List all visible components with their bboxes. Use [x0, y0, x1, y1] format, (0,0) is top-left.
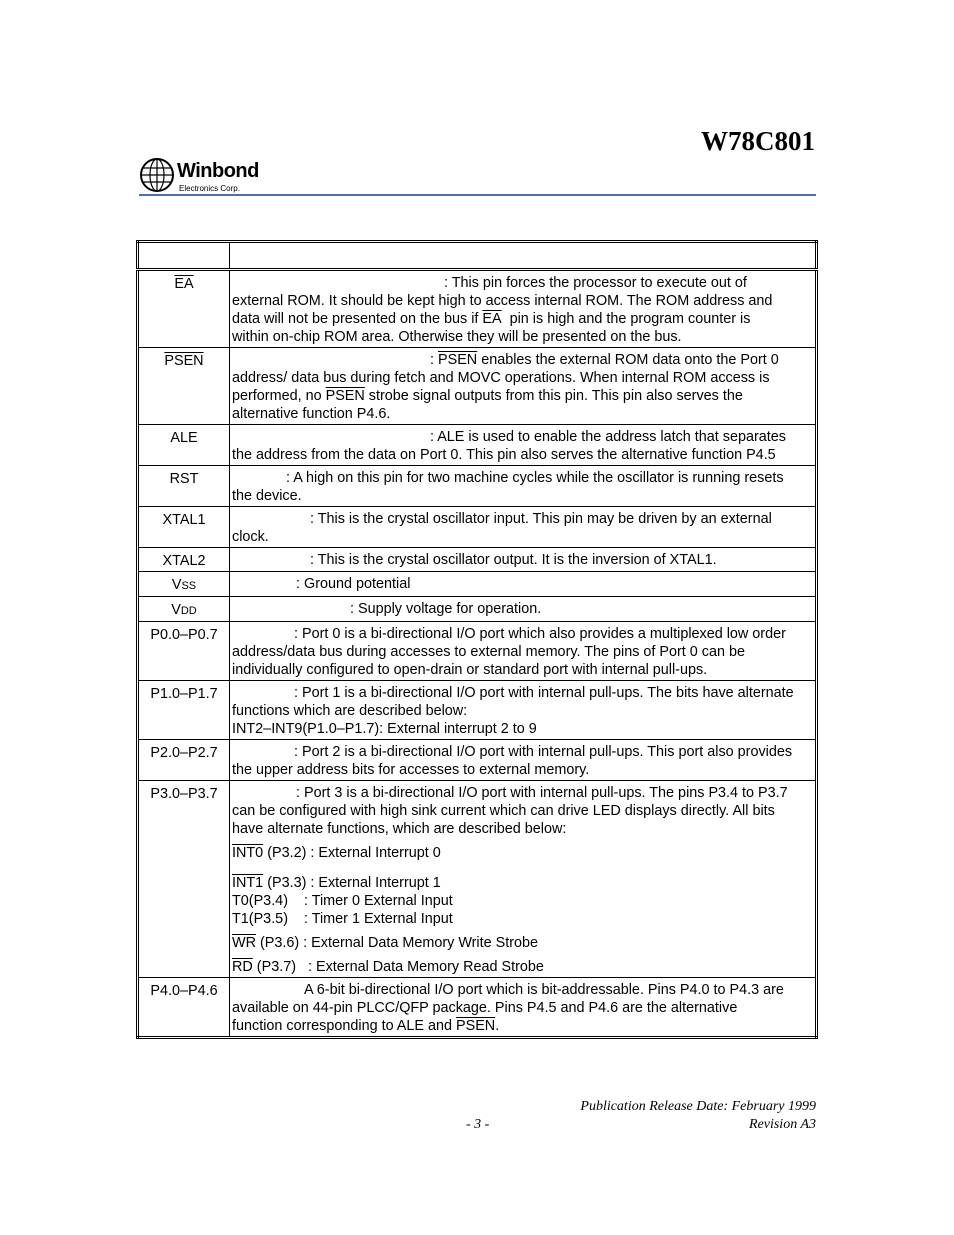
- pin-description: : This is the crystal oscillator input. This pin may be driven by an external clock.: [230, 507, 817, 548]
- table-row: [138, 548, 817, 572]
- pin-symbol: P2.0–P2.7: [138, 740, 230, 781]
- page-number: - 3 -: [466, 1117, 490, 1132]
- pin-description: : Port 2 is a bi-directional I/O port with internal pull-ups. This port also provides the upper address bits for accesses to external memory.: [230, 740, 817, 781]
- table-row: [138, 681, 817, 740]
- pin-description: : This pin forces the processor to execute out of external ROM. It should be kept high to access internal ROM. The ROM address and data will not be presented on the bus if $\overline{EA}$ pin is high and the program counter is within on-chip ROM area. Otherwise they will be presented on the bus.: [230, 270, 817, 348]
- logo-brand: Winbond: [177, 160, 259, 182]
- pin-symbol: P4.0–P4.6: [138, 978, 230, 1038]
- table-row: [138, 978, 817, 1038]
- table-row: [138, 740, 817, 781]
- header-cell-symbol: [138, 242, 230, 270]
- table-row: [138, 348, 817, 425]
- pin-symbol: XTAL2: [138, 548, 230, 572]
- publication-date: Publication Release Date: February 1999: [580, 1099, 816, 1114]
- header-rule: [139, 194, 816, 196]
- document-title: W78C801: [701, 126, 815, 156]
- table-row: [138, 425, 817, 466]
- table-row: [138, 572, 817, 597]
- pin-symbol: ALE: [138, 425, 230, 466]
- pin-symbol: XTAL1: [138, 507, 230, 548]
- pin-symbol: P1.0–P1.7: [138, 681, 230, 740]
- pin-symbol: VSS: [138, 572, 230, 597]
- revision: Revision A3: [748, 1117, 816, 1132]
- pin-symbol: P3.0–P3.7: [138, 781, 230, 978]
- globe-icon: [139, 157, 175, 193]
- company-logo: [139, 157, 269, 195]
- pin-description: : Port 1 is a bi-directional I/O port with internal pull-ups. The bits have alternate functions which are described below: INT2–INT9(P1.0–P1.7): External interrupt 2 to 9: [230, 681, 817, 740]
- table-row: [138, 622, 817, 681]
- table-row: [138, 466, 817, 507]
- pin-description: : Supply voltage for operation.: [230, 597, 817, 622]
- pin-description: : ALE is used to enable the address latch that separates the address from the data on Port 0. This pin also serves the alternative function P4.5: [230, 425, 817, 466]
- logo-subtitle: Electronics Corp.: [179, 184, 240, 193]
- pin-description: : A high on this pin for two machine cycles while the oscillator is running resets the device.: [230, 466, 817, 507]
- pin-symbol: VDD: [138, 597, 230, 622]
- table-header-row: [138, 242, 817, 270]
- pin-symbol: $\overline{EA}$: [138, 270, 230, 348]
- table-row: [138, 270, 817, 348]
- header-cell-description: [230, 242, 817, 270]
- table-row: [138, 597, 817, 622]
- table-row: [138, 507, 817, 548]
- pin-description: : PSEN enables the external ROM data onto the Port 0 address/ data bus during fetch and MOVC operations. When internal ROM access is performed, no PSEN strobe signal outputs from this pin. This pin also serves the alternative function P4.6.: [230, 348, 817, 425]
- pin-description: : Ground potential: [230, 572, 817, 597]
- table-row: [138, 781, 817, 978]
- pin-symbol: PSEN: [138, 348, 230, 425]
- pin-symbol: RST: [138, 466, 230, 507]
- pin-description: : Port 3 is a bi-directional I/O port with internal pull-ups. The pins P3.4 to P3.7 can be configured with high sink current which can drive LED displays directly. All bits have alternate functions, which are described below: INT0 (P3.2) : External Interrupt 0 INT1 (P3.3) : External Interrupt 1 T0(P3.4) : Timer 0 External Input T1(P3.5) : Timer 1 External Input $\overline{WR}$ (P3.6) : External Data Memory Write Strobe $\overline{RD}$ (P3.7) : External Data Memory Read Strobe: [230, 781, 817, 978]
- pin-description: A 6-bit bi-directional I/O port which is bit-addressable. Pins P4.0 to P4.3 are available on 44-pin PLCC/QFP package. Pins P4.5 and P4.6 are the alternative function corresponding to ALE and PSEN.: [230, 978, 817, 1038]
- pin-description: : Port 0 is a bi-directional I/O port which also provides a multiplexed low order address/data bus during accesses to external memory. The pins of Port 0 can be individually configured to open-drain or standard port with internal pull-ups.: [230, 622, 817, 681]
- pin-symbol: P0.0–P0.7: [138, 622, 230, 681]
- pin-description: : This is the crystal oscillator output. It is the inversion of XTAL1.: [230, 548, 817, 572]
- pin-description-table: [136, 240, 818, 1039]
